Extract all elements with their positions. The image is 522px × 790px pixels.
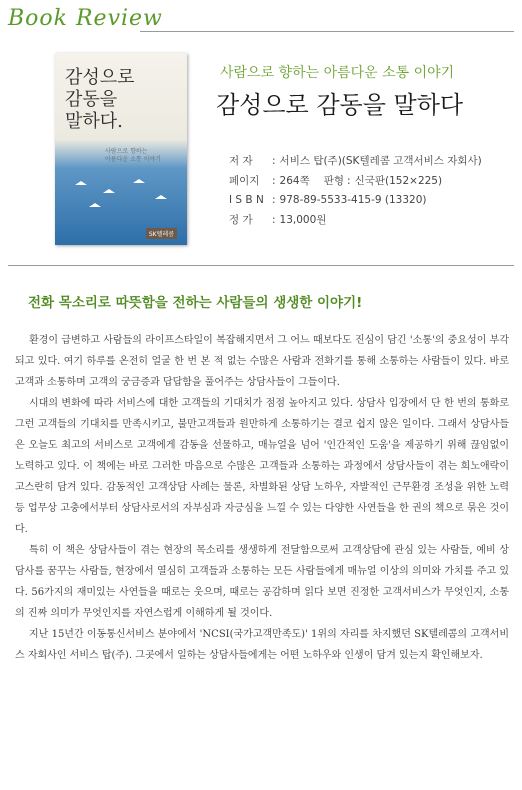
cover-subtitle — [105, 148, 161, 164]
review-paragraph-4: 지난 15년간 이동통신서비스 분야에서 'NCSI(국가고객만족도)' 1위의 자리를 차지했던 SK텔레콤의 고객서비스 자회사인 서비스 탑(주). 그곳에서 일하는 상담사들에게는 어떤 노하우와 인생이 담겨 있는지 확인해보자. — [15, 629, 509, 661]
cover-title — [65, 67, 183, 133]
info-pages-label: 페이지 — [229, 174, 260, 187]
info-isbn-value: 978-89-5533-415-9 (13320) — [279, 194, 427, 206]
book-cover-image — [55, 53, 187, 245]
cover-title-line3: 말하다. — [65, 111, 123, 132]
cover-title-line1: 감성으로 — [65, 67, 135, 88]
paper-plane-icon — [155, 195, 167, 199]
review-headline: 전화 목소리로 따뜻함을 전하는 사람들의 생생한 이야기! — [28, 295, 363, 311]
header-title: Book Review — [8, 6, 163, 31]
review-paragraph-1: 환경이 급변하고 사람들의 라이프스타일이 복잡해지면서 그 어느 때보다도 진심이 담긴 '소통'의 중요성이 부각되고 있다. 여기 하루를 온전히 얼굴 한 번 본 적 없는 수많은 사람과 전화기를 통해 소통하는 사람들이 있다. 바로 고객과 소통하며 고객의 궁금증과 답답함을 풀어주는 상담사들이 그들이다. — [15, 335, 509, 388]
info-format-label: 판형 — [323, 174, 345, 187]
info-author-label: 저 자 — [229, 155, 253, 167]
review-paragraph-2: 시대의 변화에 따라 서비스에 대한 고객들의 기대치가 점점 높아지고 있다. 상담사 입장에서 단 한 번의 통화로 그런 고객들의 기대치를 만족시키고, 불만고객들과 원만하게 소통하기는 결코 쉽지 않은 일이다. 그래서 상담사들은 오늘도 최고의 서비스로 고객에게 감동을 선물하고, 매뉴얼을 넘어 '인간적인 도움'을 제공하기 위해 끊임없이 노력하고 있다. 이 책에는 바로 그러한 마음으로 수많은 고객들과 소통하는 과정에서 상담사들이 겪는 희노애락이 고스란히 담겨 있다. 감동적인 고객상담 사례는 물론, 차별화된 상담 노하우, 자발적인 근무환경 조성을 위한 노력 등 업무상 고충에서부터 상담사로서의 자부심과 자긍심을 느낄 수 있는 다양한 사연들을 한 권의 책으로 묶은 것이다. — [15, 398, 509, 535]
page-header — [8, 6, 514, 36]
info-pages: 페이지 : 264쪽 판형 : 신국판(152×225) — [229, 172, 482, 192]
review-body — [15, 330, 509, 666]
review-paragraph-3: 특히 이 책은 상담사들이 겪는 현장의 목소리를 생생하게 전달함으로써 고객상담에 관심 있는 사람들, 예비 상담사를 꿈꾸는 사람들, 현장에서 열심히 고객들과 소통하는 모든 사람들에게 매뉴얼 이상의 의미와 가치를 주고 있다. 56가지의 재미있는 사연들을 때로는 웃으며, 때로는 공감하며 읽다 보면 진정한 고객서비스가 무엇인지, 소통의 진짜 의미가 무엇인지를 자연스럽게 이해하게 될 것이다. — [15, 545, 509, 619]
info-isbn-label: I S B N — [229, 194, 264, 206]
book-info — [229, 152, 482, 230]
section-divider — [8, 265, 514, 266]
cover-title-line2: 감동을 — [65, 89, 118, 110]
info-pages-value: 264쪽 — [279, 174, 310, 187]
cover-subtitle-line1: 사람으로 향하는 — [105, 148, 148, 155]
info-price-value: 13,000원 — [279, 213, 327, 226]
info-author: 저 자 : 서비스 탑(주)(SK텔레콤 고객서비스 자회사) — [229, 152, 482, 172]
book-subtitle: 사람으로 향하는 아름다운 소통 이야기 — [220, 65, 455, 81]
info-isbn: I S B N : 978-89-5533-415-9 (13320) — [229, 191, 482, 211]
paper-plane-icon — [89, 203, 101, 207]
info-price-label: 정 가 — [229, 213, 253, 226]
info-format-value: 신국판(152×225) — [354, 174, 443, 187]
info-author-value: 서비스 탑(주)(SK텔레콤 고객서비스 자회사) — [279, 155, 482, 167]
cover-publisher: SK텔레콤 — [146, 228, 177, 239]
paper-plane-icon — [103, 189, 115, 193]
paper-plane-icon — [75, 181, 87, 185]
book-title: 감성으로 감동을 말하다 — [216, 91, 464, 119]
header-rule — [140, 31, 514, 32]
info-price: 정 가 : 13,000원 — [229, 211, 482, 231]
cover-subtitle-line2: 아름다운 소통 이야기 — [105, 156, 161, 163]
paper-plane-icon — [133, 179, 145, 183]
